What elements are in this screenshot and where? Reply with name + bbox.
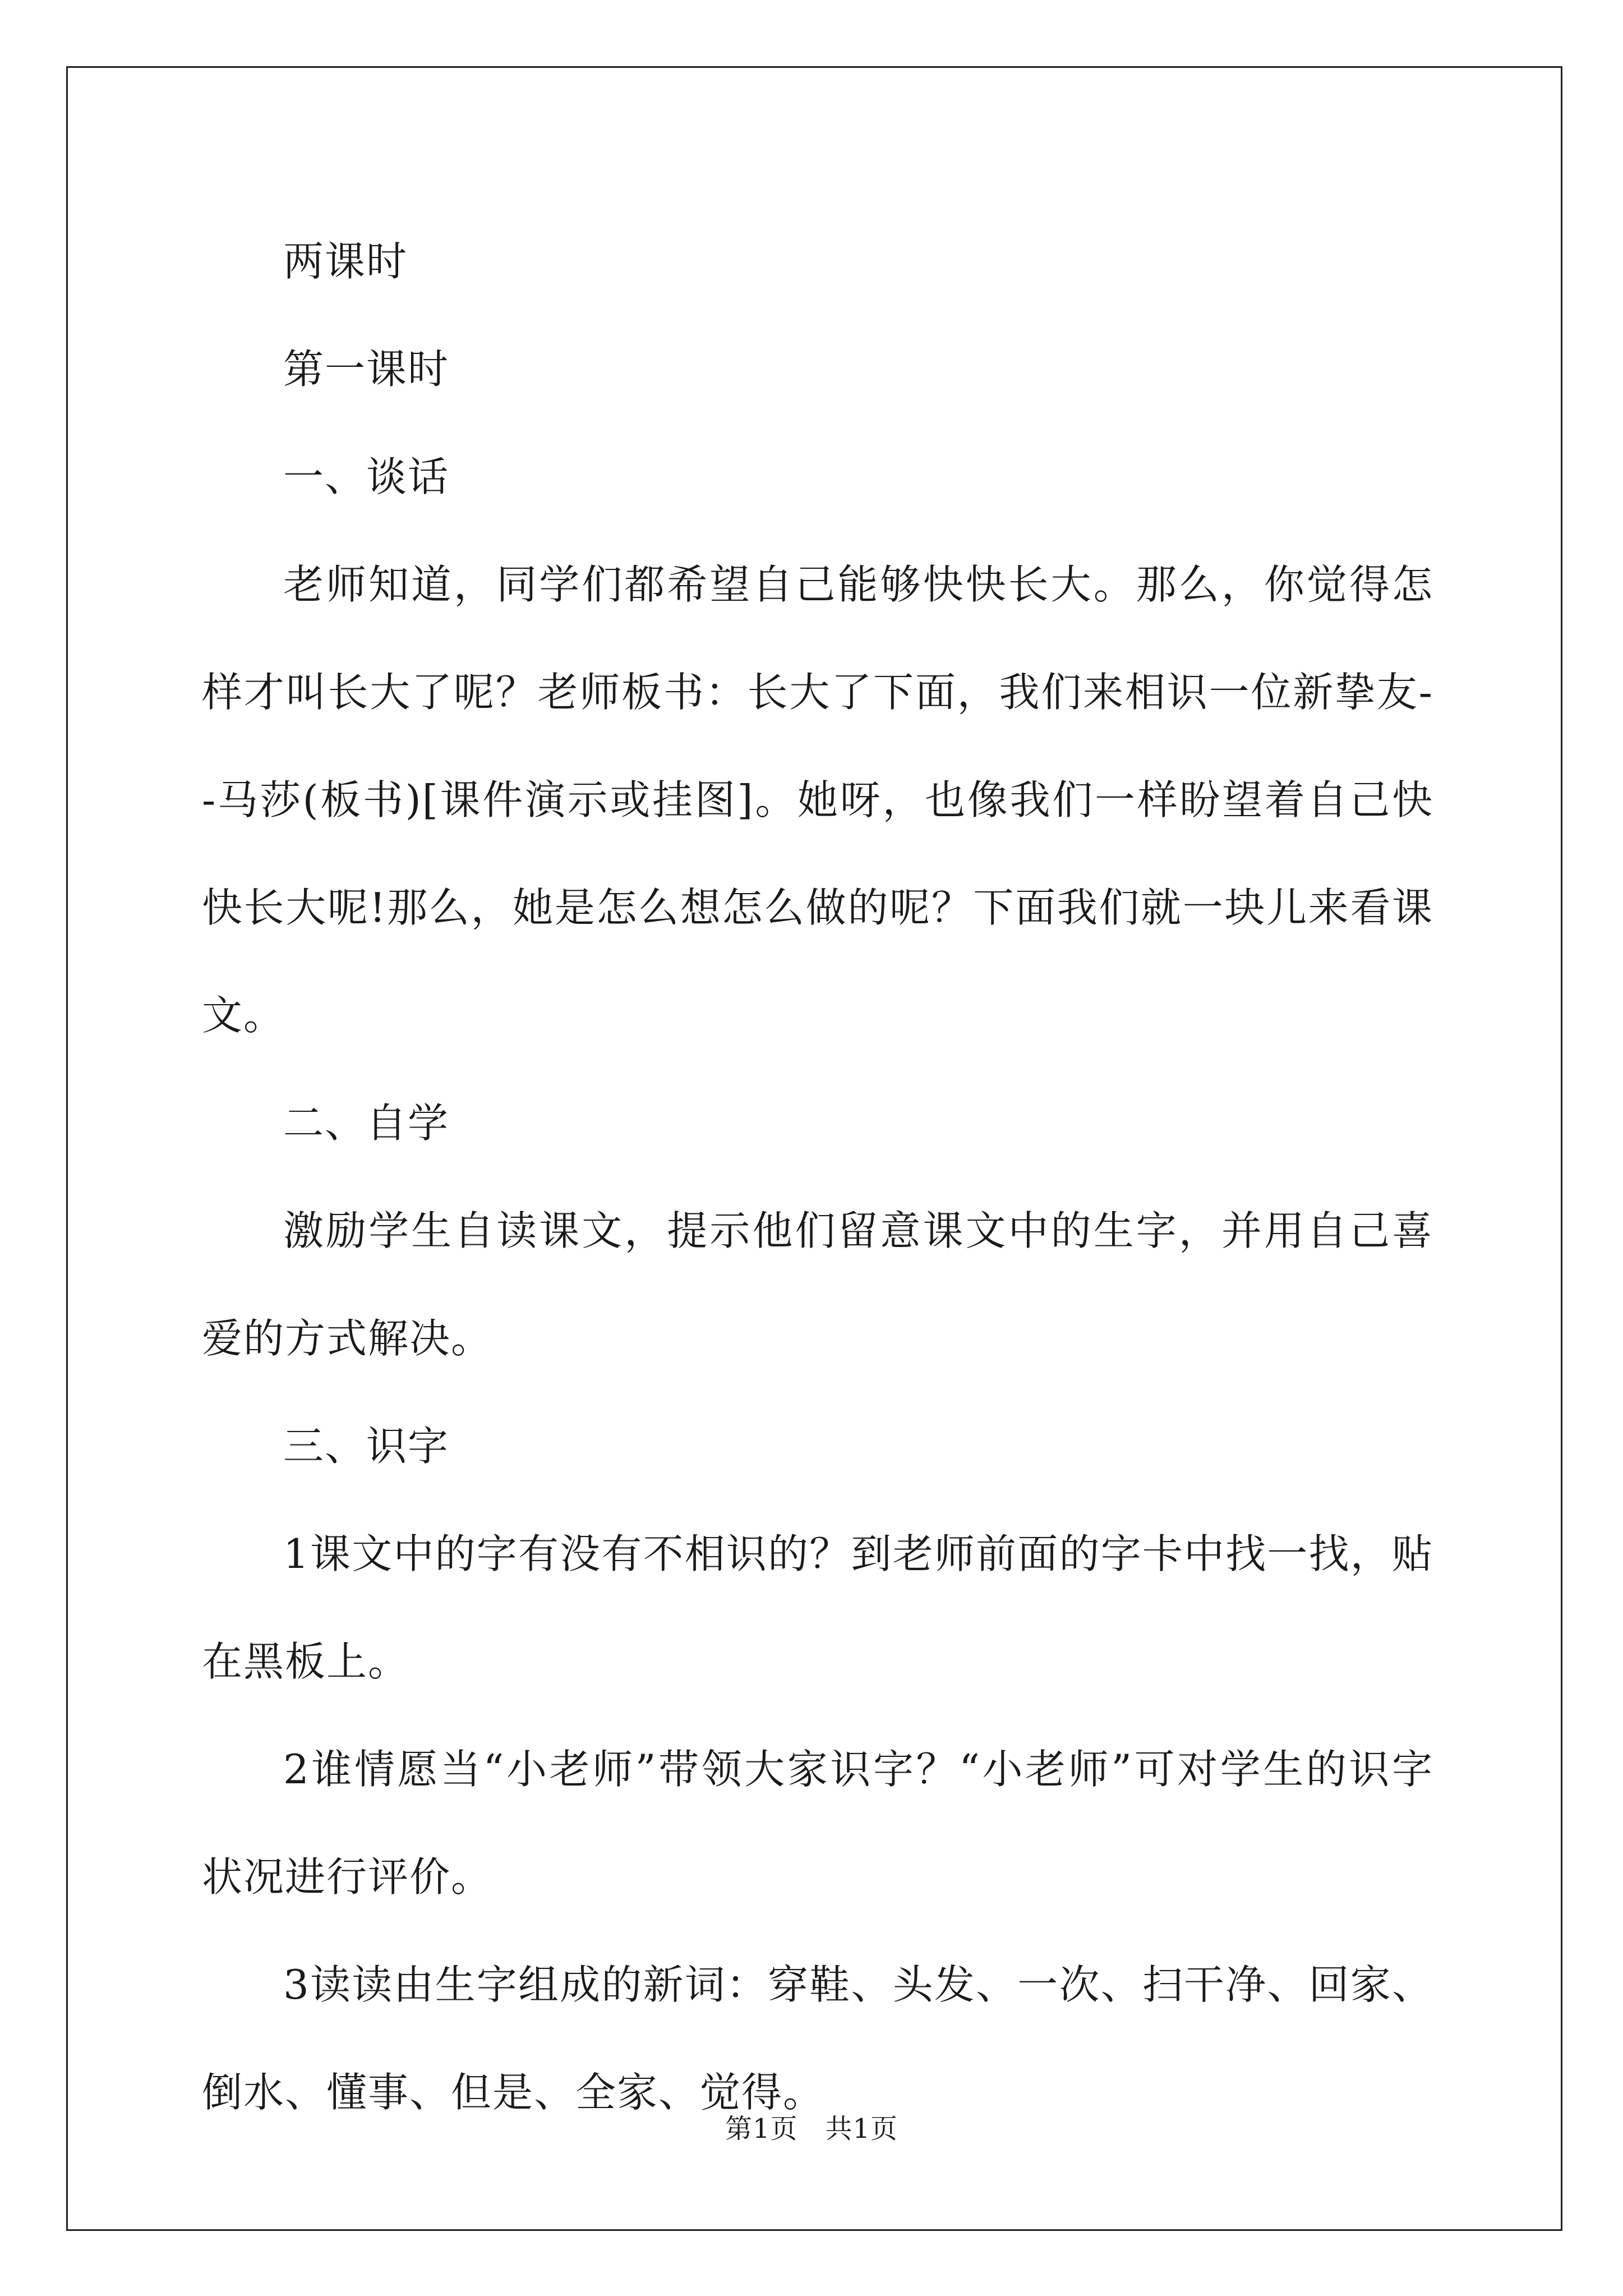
- section-talk-heading: 一、谈话: [283, 453, 450, 500]
- section-self-study-heading: 二、自学: [283, 1099, 450, 1147]
- section-literacy-heading: 三、识字: [283, 1423, 450, 1470]
- literacy-item-2: 2谁情愿当“小老师”带领大家识字？“小老师”可对学生的识字状况进行评价。: [202, 1746, 1433, 1901]
- page-number-footer: 第1页 共1页: [725, 2113, 898, 2145]
- self-study-paragraph: 激励学生自读课文，提示他们留意课文中的生字，并用自己喜爱的方式解决。: [202, 1207, 1433, 1362]
- lesson-count-line: 两课时: [283, 238, 408, 285]
- literacy-item-3: 3读读由生字组成的新词：穿鞋、头发、一次、扫干净、回家、倒水、懂事、但是、全家、觉得。: [202, 1961, 1433, 2116]
- literacy-item-1: 1课文中的字有没有不相识的？到老师前面的字卡中找一找，贴在黑板上。: [202, 1530, 1433, 1685]
- first-lesson-heading: 第一课时: [283, 346, 450, 393]
- document-body: [202, 208, 1433, 2146]
- talk-paragraph: 老师知道，同学们都希望自己能够快快长大。那么，你觉得怎样才叫长大了呢？老师板书：长大了下面，我们来相识一位新挚友--马莎(板书)[课件演示或挂图]。她呀，也像我们一样盼望着自己快快长大呢!那么，她是怎么想怎么做的呢？下面我们就一块儿来看课文。: [202, 561, 1433, 1039]
